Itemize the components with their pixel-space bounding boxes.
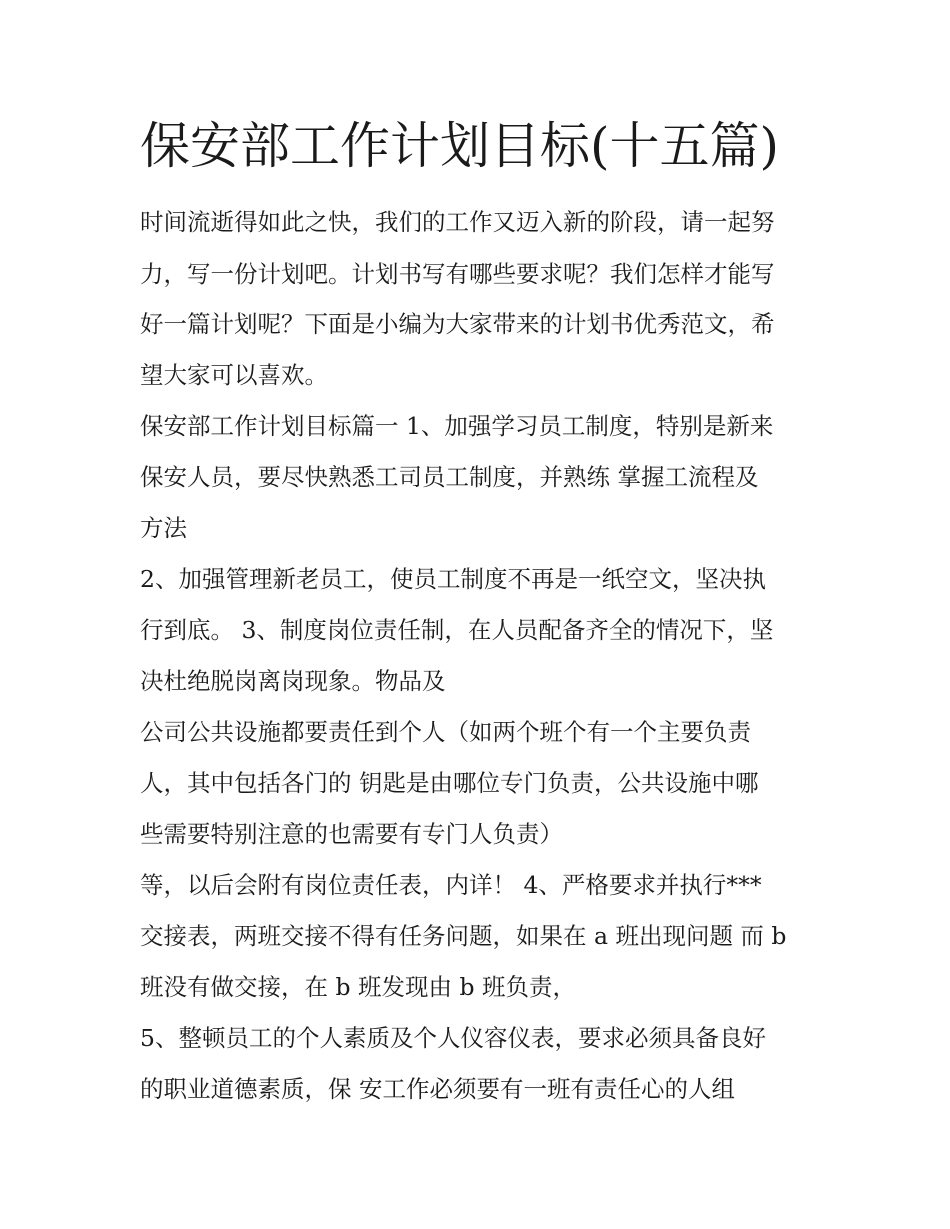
body-text-line: 保安人员，要尽快熟悉工司员工制度，并熟练 掌握工流程及: [140, 463, 759, 491]
body-text-line: 些需要特别注意的也需要有专门人负责）: [140, 820, 563, 848]
body-text-line: 5、整顿员工的个人素质及个人仪容仪表，要求必须具备良好: [140, 1024, 766, 1052]
body-text-line: 行到底。 3、制度岗位责任制，在人员配备齐全的情况下，坚: [140, 616, 774, 644]
body-text-line: 人，其中包括各门的 钥匙是由哪位专门负责，公共设施中哪: [140, 769, 759, 797]
body-text-line: 方法: [140, 514, 187, 542]
body-text-line: 等，以后会附有岗位责任表，内详！ 4、严格要求并执行***: [140, 871, 762, 899]
body-text-line: 决杜绝脱岗离岗现象。物品及: [140, 667, 446, 695]
document-title: 保安部工作计划目标(十五篇): [140, 117, 780, 175]
body-text-line: 交接表，两班交接不得有任务问题，如果在 a 班出现问题 而 b: [140, 922, 787, 950]
body-text-line: 时间流逝得如此之快，我们的工作又迈入新的阶段，请一起努: [140, 208, 775, 236]
body-text-line: 力，写一份计划吧。计划书写有哪些要求呢？我们怎样才能写: [140, 260, 775, 288]
body-text-line: 2、加强管理新老员工，使员工制度不再是一纸空文，坚决执: [140, 565, 766, 593]
body-text-line: 班没有做交接，在 b 班发现由 b 班负责，: [140, 973, 576, 1001]
body-text-line: 保安部工作计划目标篇一 1、加强学习员工制度，特别是新来: [140, 412, 774, 440]
body-text-line: 望大家可以喜欢。: [140, 361, 328, 389]
body-text-line: 的职业道德素质，保 安工作必须要有一班有责任心的人组: [140, 1075, 735, 1103]
body-text-line: 好一篇计划呢？下面是小编为大家带来的计划书优秀范文，希: [140, 310, 775, 338]
body-text-line: 公司公共设施都要责任到个人（如两个班个有一个主要负责: [140, 718, 751, 746]
